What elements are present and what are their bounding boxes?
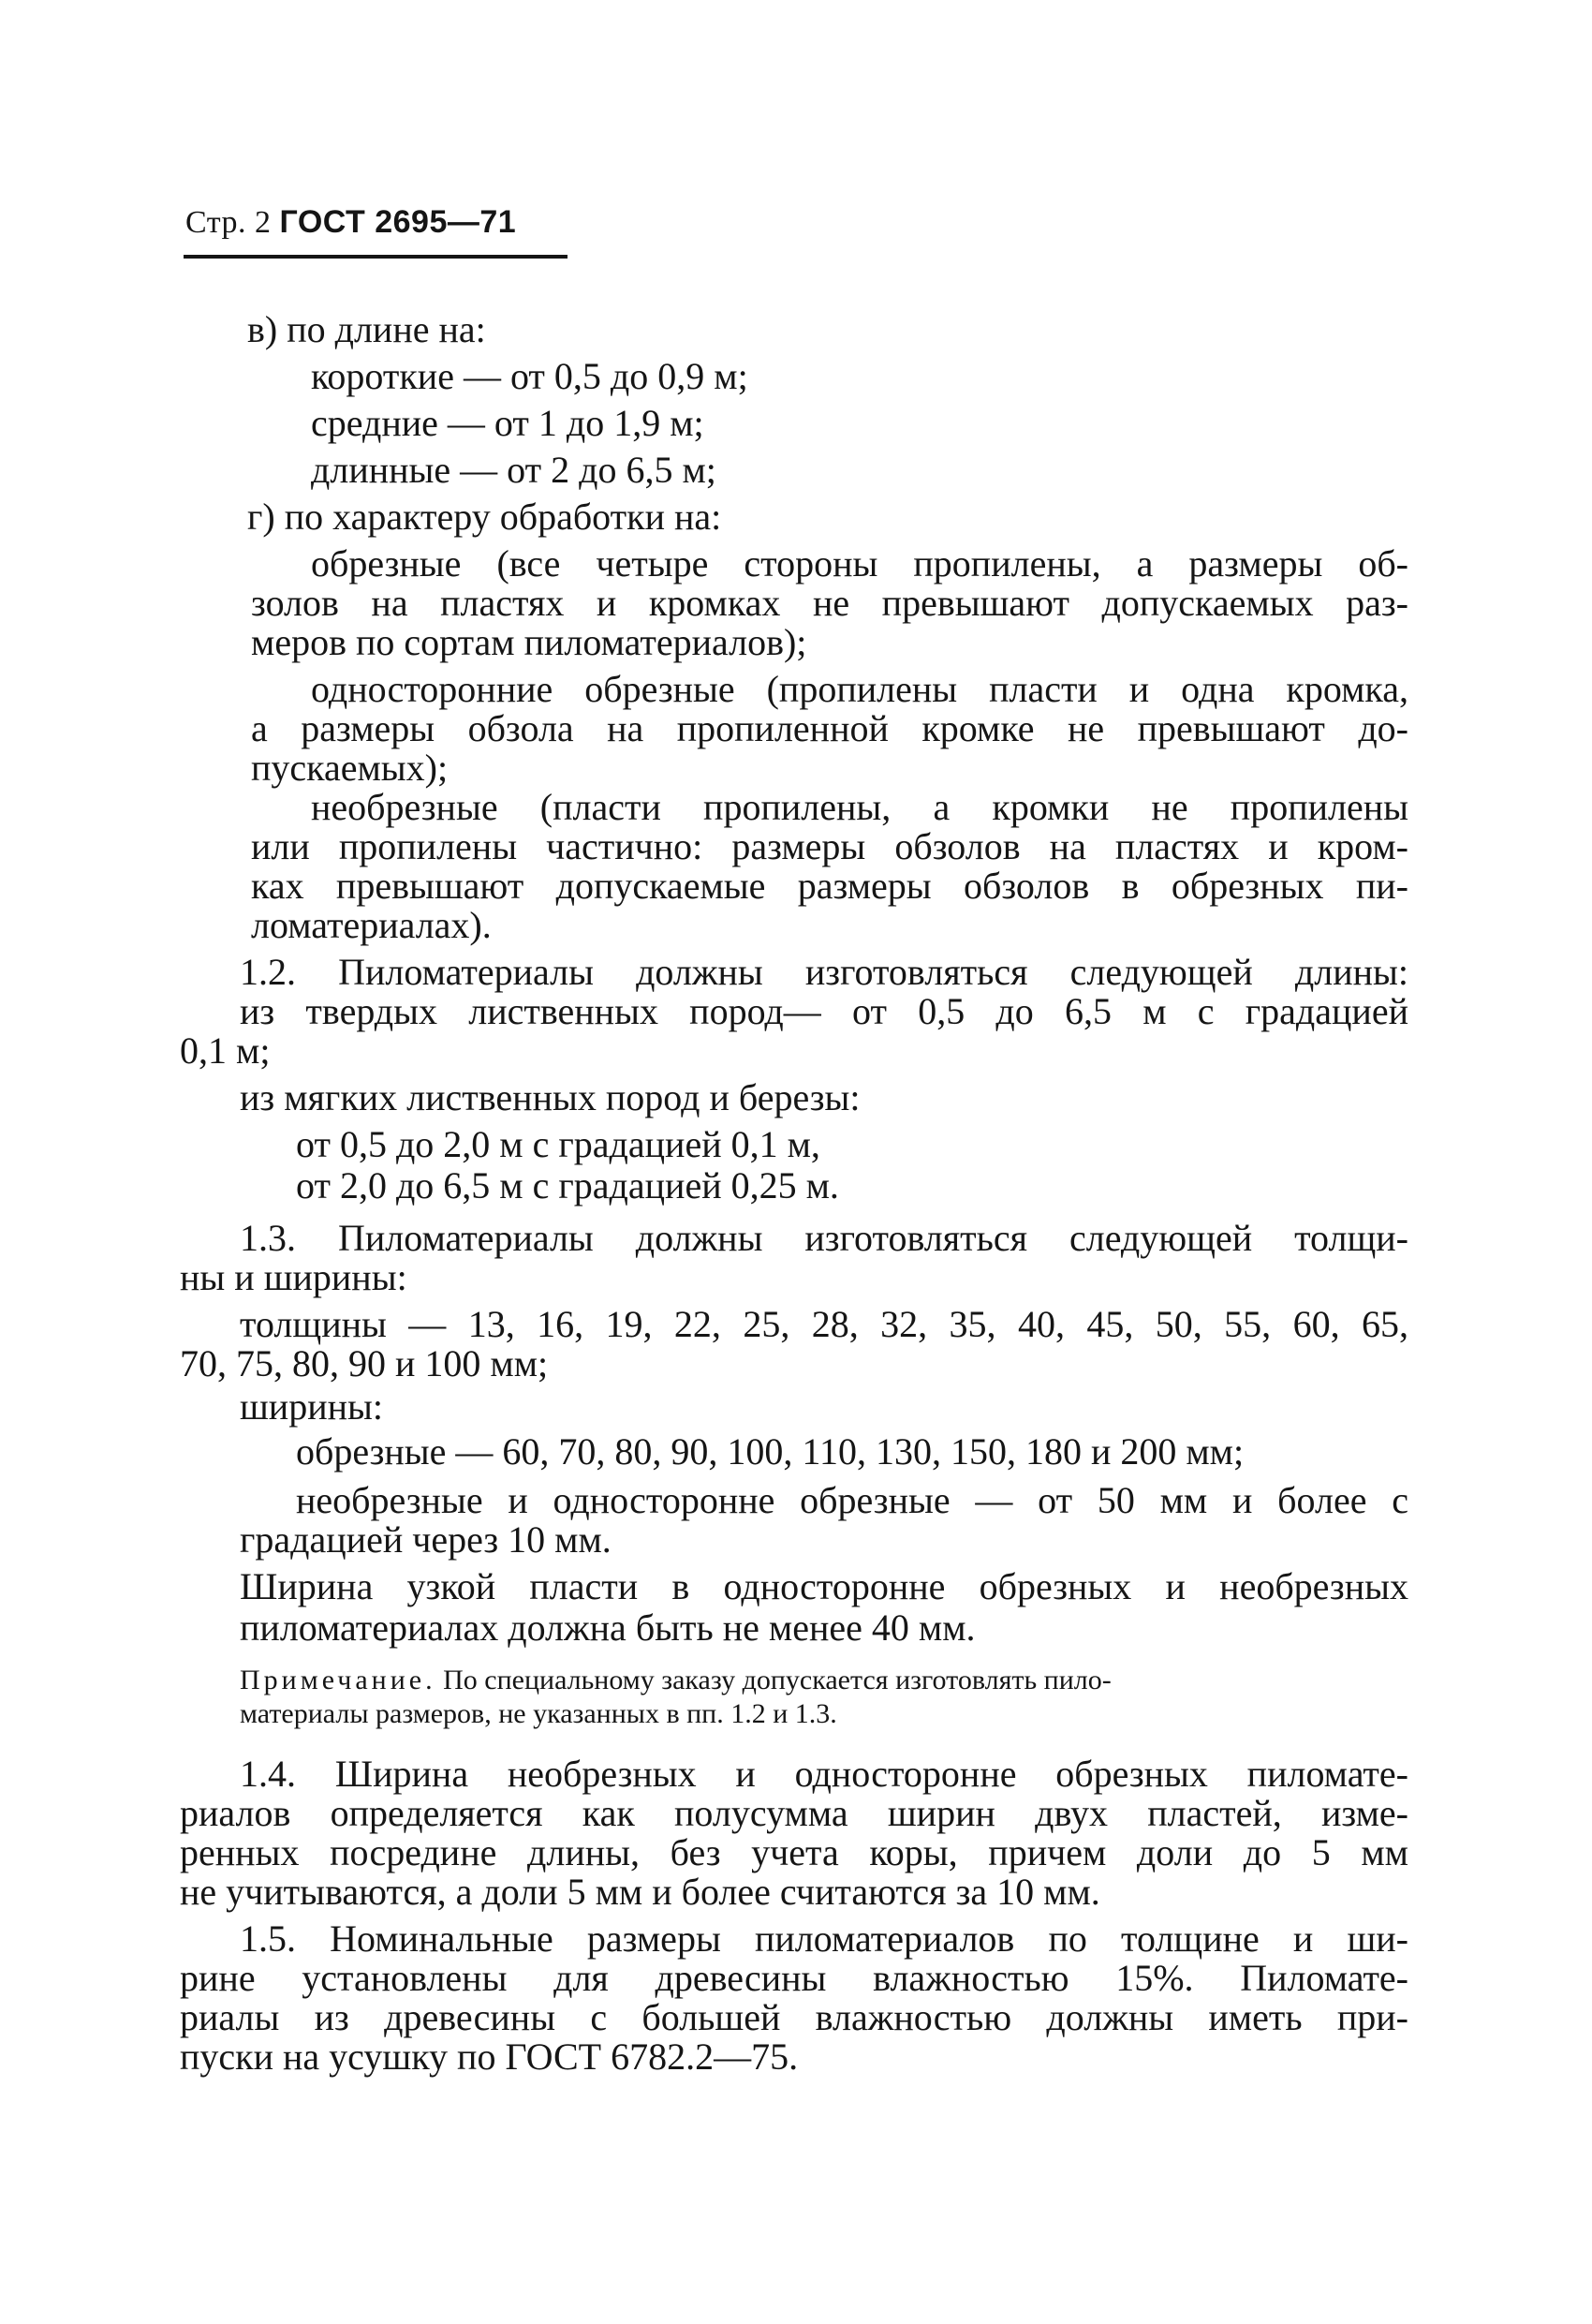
text-line: ломатериалах).	[251, 904, 492, 946]
note-line-1	[240, 1664, 1408, 1697]
text-line: обрезные (все четыре стороны пропилены, а размеры об-	[311, 542, 1408, 585]
text-line: градацией через 10 мм.	[240, 1518, 612, 1561]
text-line: ширины:	[240, 1385, 384, 1428]
length-short: короткие — от 0,5 до 0,9 м;	[311, 355, 748, 397]
text-line: а размеры обзола на пропиленной кромке не превышают до-	[251, 707, 1408, 749]
text-line: или пропилены частично: размеры обзолов на пластях и кром-	[251, 825, 1408, 867]
note-label: Примечание.	[240, 1665, 436, 1695]
header-rule	[184, 255, 568, 259]
text-line: из твердых лиственных пород— от 0,5 до 6,5 м с градацией	[240, 990, 1408, 1032]
text-line: толщины — 13, 16, 19, 22, 25, 28, 32, 35, 40, 45, 50, 55, 60, 65,	[240, 1303, 1408, 1345]
clause-1-4: 1.4. Ширина необрезных и односторонне обрезных пиломате-	[240, 1753, 1408, 1795]
text-line: пускаемых);	[251, 747, 449, 789]
note-line-2: материалы размеров, не указанных в пп. 1.2 и 1.3.	[240, 1698, 837, 1729]
clause-1-3: 1.3. Пиломатериалы должны изготовляться следующей толщи-	[240, 1217, 1408, 1259]
text-line: Ширина узкой пласти в односторонне обрезных и необрезных	[240, 1565, 1408, 1607]
text-line: риалов определяется как полусумма ширин двух пластей, изме-	[180, 1792, 1408, 1834]
page-label: Стр. 2	[185, 205, 272, 240]
text-line: не учитываются, а доли 5 мм и более считаются за 10 мм.	[180, 1871, 1100, 1913]
note-text: По специальному заказу допускается изготовлять пило-	[443, 1665, 1112, 1695]
text-line: рине установлены для древесины влажностью 15%. Пиломате-	[180, 1957, 1408, 1999]
text-line: необрезные (пласти пропилены, а кромки не пропилены	[311, 786, 1408, 828]
text-line: 0,1 м;	[180, 1029, 271, 1072]
text-line: необрезные и односторонне обрезные — от 50 мм и более с	[296, 1479, 1408, 1521]
text-line: ренных посредине длины, без учета коры, причем доли до 5 мм	[180, 1831, 1408, 1873]
text-line: золов на пластях и кромках не превышают допускаемых раз-	[251, 582, 1408, 624]
running-head	[185, 204, 516, 241]
length-medium: средние — от 1 до 1,9 м;	[311, 402, 704, 444]
text-line: ны и ширины:	[180, 1256, 407, 1298]
text-line: обрезные — 60, 70, 80, 90, 100, 110, 130, 150, 180 и 200 мм;	[296, 1430, 1245, 1473]
text-line: меров по сортам пиломатериалов);	[251, 621, 807, 663]
list-item-length: в) по длине на:	[247, 308, 486, 350]
text-line: из мягких лиственных пород и березы:	[240, 1076, 861, 1118]
text-line: 70, 75, 80, 90 и 100 мм;	[180, 1342, 549, 1384]
gost-label: ГОСТ 2695—71	[279, 204, 517, 240]
text-line: от 0,5 до 2,0 м с градацией 0,1 м,	[296, 1123, 820, 1165]
text-line: риалы из древесины с большей влажностью должны иметь при-	[180, 1996, 1408, 2038]
clause-1-2: 1.2. Пиломатериалы должны изготовляться следующей длины:	[240, 951, 1408, 993]
text-line: односторонние обрезные (пропилены пласти и одна кромка,	[311, 668, 1408, 710]
text-line: от 2,0 до 6,5 м с градацией 0,25 м.	[296, 1164, 839, 1206]
list-item-processing: г) по характеру обработки на:	[247, 496, 722, 538]
clause-1-5: 1.5. Номинальные размеры пиломатериалов по толщине и ши-	[240, 1917, 1408, 1960]
text-line: ках превышают допускаемые размеры обзолов в обрезных пи-	[251, 865, 1408, 907]
length-long: длинные — от 2 до 6,5 м;	[311, 449, 716, 491]
text-line: пуски на усушку по ГОСТ 6782.2—75.	[180, 2035, 799, 2078]
text-line: пиломатериалах должна быть не менее 40 мм.	[240, 1606, 976, 1649]
